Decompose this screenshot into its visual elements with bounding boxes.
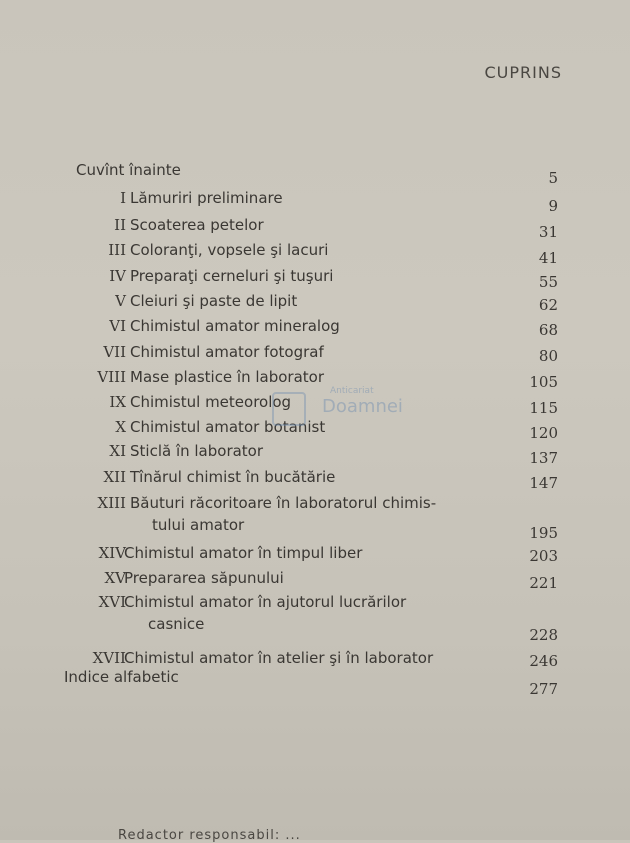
toc-entry-page: 221 [529,574,558,592]
toc-entry-number: IX [109,393,126,411]
toc-entry [0,392,630,418]
toc-entry-title: Sticlă în laborator [130,442,264,460]
toc-entry-page: 5 [548,169,558,187]
toc-entry [0,291,630,317]
toc-entry-title: Chimistul amator în atelier şi în laborator [124,649,434,667]
toc-entry [0,367,630,393]
toc-entry-title: Tînărul chimist în bucătărie [130,468,336,486]
toc-entry-number: VIII [97,368,126,386]
toc-entry-page: 246 [529,652,558,670]
toc-entry-number: V [115,292,126,310]
toc-entry-page: 80 [538,347,558,365]
toc-entry-number: X [115,418,126,436]
toc-entry [0,160,630,186]
toc-entry [0,316,630,342]
toc-entry-number: III [108,241,126,259]
toc-entry-number: XV [104,569,126,587]
toc-entry [0,266,630,292]
toc-entry-page: 203 [529,547,558,565]
toc-entry-title: Prepararea săpunului [124,569,284,587]
toc-entry-title: Lămuriri preliminare [130,189,283,207]
toc-entry-page: 105 [529,373,558,391]
toc-entry-number: VII [103,343,126,361]
toc-entry-number: XIV [98,544,126,562]
toc-entry-title: Chimistul amator fotograf [130,343,324,361]
toc-entry-page: 31 [538,223,558,241]
toc-entry-title: Chimistul amator mineralog [130,317,340,335]
toc-entry-number: XVII [92,649,126,667]
toc-entry [0,240,630,266]
toc-entry-title: Indice alfabetic [64,668,179,686]
toc-entry-page: 228 [529,626,558,644]
toc-entry-page: 147 [529,474,558,492]
page-title: CUPRINS [484,63,562,82]
toc-entry [0,417,630,443]
toc-entry-number: XII [103,468,126,486]
toc-entry-title-continued: tului amator [152,516,245,534]
toc-entry-title: Chimistul amator în ajutorul lucrărilor [124,593,407,611]
toc-entry-title: Scoaterea petelor [130,216,264,234]
toc-entry-title: Coloranţi, vopsele şi lacuri [130,241,329,259]
watermark-line-2: Doamnei [322,396,403,417]
toc-entry-title: Chimistul meteorolog [130,393,292,411]
toc-entry-page: 277 [529,680,558,698]
toc-entry-page: 120 [529,424,558,442]
toc-entry [0,188,630,214]
toc-entry-number: II [114,216,126,234]
toc-entry [0,441,630,467]
toc-entry-title: Cuvînt înainte [76,161,181,179]
toc-entry-page: 137 [529,449,558,467]
watermark-line-1: Anticariat [330,386,374,396]
watermark-mark-icon [272,392,306,426]
toc-entry-title: Cleiuri şi paste de lipit [130,292,298,310]
toc-entry [0,667,630,698]
toc-entry-title: Chimistul amator în timpul liber [124,544,363,562]
toc-entry [0,342,630,368]
toc-entry-title-continued: casnice [148,615,205,633]
toc-entry-title: Mase plastice în laborator [130,368,325,386]
toc-entry-page: 9 [548,197,558,215]
footer-text: Redactor responsabil: ... [118,828,301,843]
toc-entry-number: VI [109,317,126,335]
toc-entry [0,543,630,569]
toc-entry [0,568,630,594]
toc-entry-title: Preparaţi cerneluri şi tuşuri [130,267,334,285]
toc-entry-number: XIII [97,494,126,512]
toc-entry [0,493,630,543]
toc-entry [0,467,630,493]
toc-entry-number: XI [109,442,126,460]
toc-entry-page: 62 [538,296,558,314]
toc-entry-number: IV [109,267,126,285]
toc-entry-title: Băuturi răcoritoare în laboratorul chimis- [130,494,437,512]
toc-entry-page: 68 [538,321,558,339]
toc-entry-page: 55 [538,273,558,291]
toc-entry [0,592,630,642]
toc-entry-page: 115 [529,399,558,417]
toc-entry-number: XVI [98,593,126,611]
toc-entry-title: Chimistul amator botanist [130,418,326,436]
toc-entry-page: 41 [538,249,558,267]
toc-entry-number: I [120,189,126,207]
toc-entry [0,215,630,241]
toc-entry-page: 195 [529,524,558,542]
